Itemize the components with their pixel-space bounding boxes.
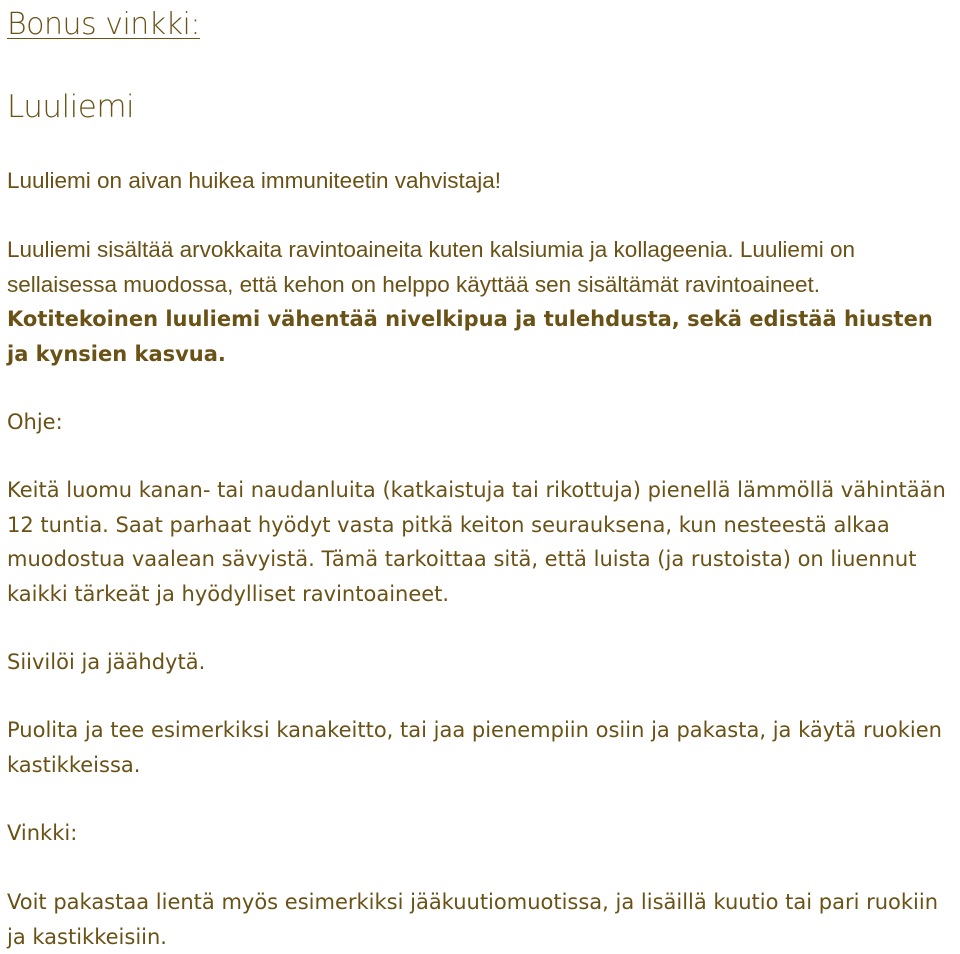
recipe-step-2: Siivilöi ja jäähdytä. <box>7 650 206 674</box>
tip-paragraph: Voit pakastaa lientä myös esimerkiksi jääkuutiomuotissa, ja lisäillä kuutio tai pari ruokiin ja kastikkeisiin. <box>7 890 939 949</box>
page-title: Luuliemi <box>7 89 135 125</box>
document-page <box>7 0 953 952</box>
bonus-heading: Bonus vinkki: <box>7 7 200 42</box>
recipe-step-1: Keitä luomu kanan- tai naudanluita (katkaistuja tai rikottuja) pienellä lämmöllä vähintään 12 tuntia. Saat parhaat hyödyt vasta pitkä keiton seurauksena, kun nesteestä alkaa muodostua vaalean sävyistä. Tämä tarkoittaa sitä, että luista (ja rustoista) on liuennut kaikki tärkeät ja hyödylliset ravintoaineet. <box>7 478 946 606</box>
recipe-label: Ohje: <box>7 410 63 434</box>
benefits-highlight: Kotitekoinen luuliemi vähentää nivelkipua ja tulehdusta, sekä edistää hiusten ja kynsien kasvua. <box>7 307 933 366</box>
recipe-step-3: Puolita ja tee esimerkiksi kanakeitto, tai jaa pienempiin osiin ja pakasta, ja käytä ruokien kastikkeissa. <box>7 718 942 777</box>
benefits-text: Luuliemi sisältää arvokkaita ravintoaineita kuten kalsiumia ja kollageenia. Luuliemi on sellaisessa muodossa, että kehon on helppo käyttää sen sisältämät ravintoaineet. <box>7 237 855 297</box>
tip-label: Vinkki: <box>7 821 78 845</box>
benefits-paragraph <box>7 233 953 371</box>
intro-paragraph: Luuliemi on aivan huikea immuniteetin vahvistaja! <box>7 168 502 193</box>
